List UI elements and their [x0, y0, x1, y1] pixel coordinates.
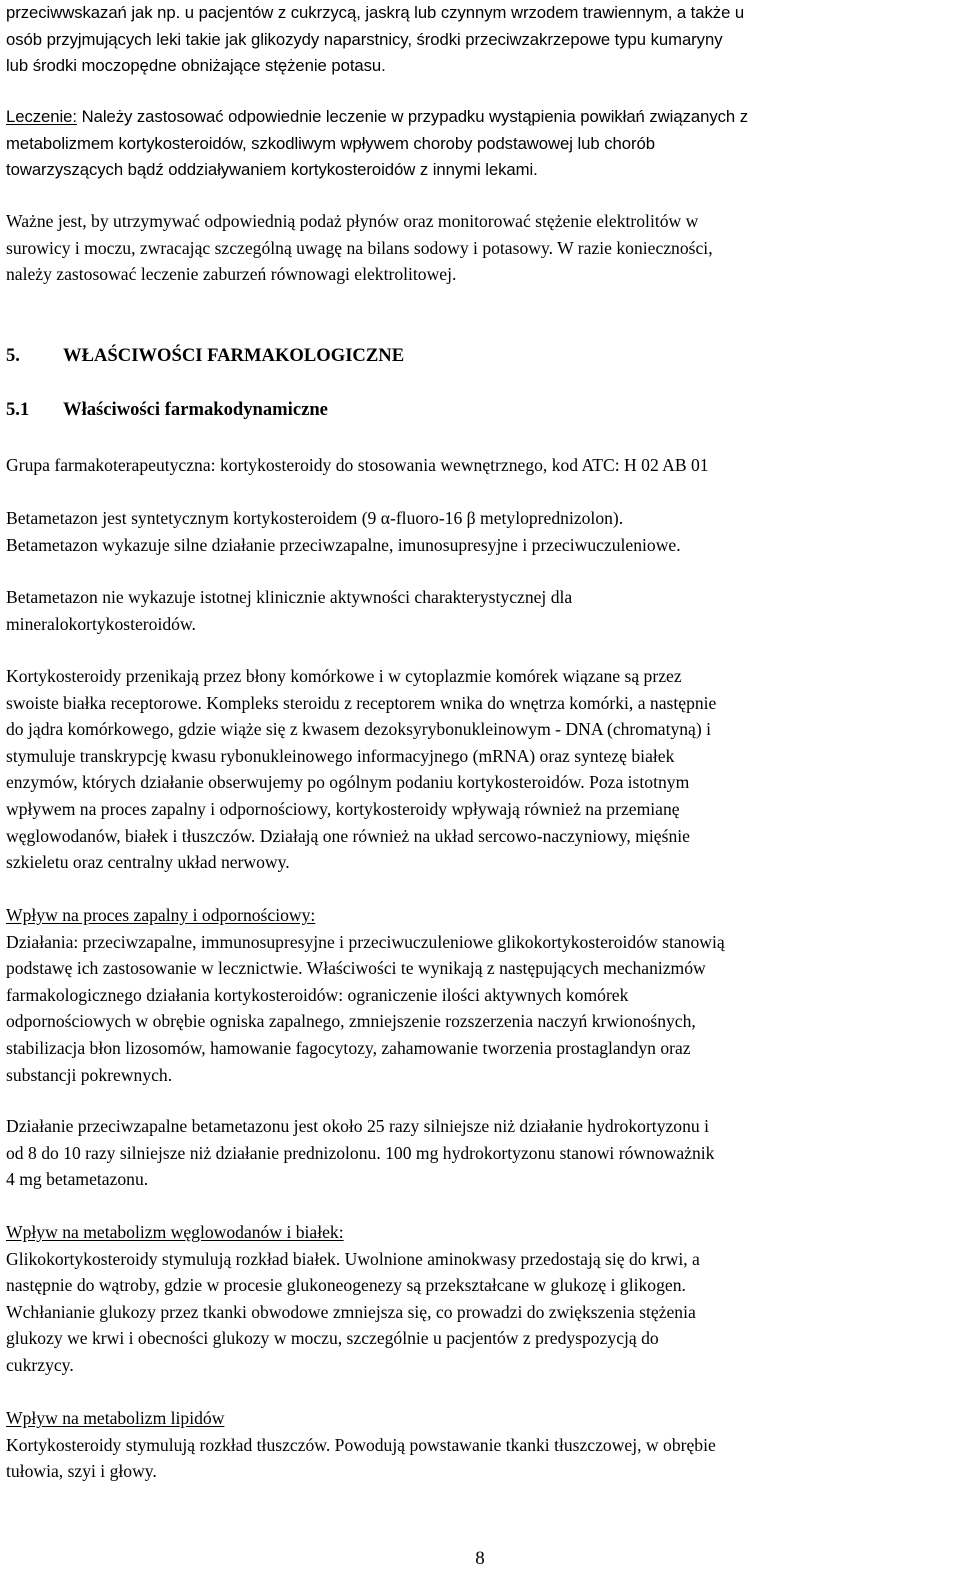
text-line: Grupa farmakoterapeutyczna: kortykosteroidy do stosowania wewnętrznego, kod ATC: H 02 AB 01: [6, 455, 709, 475]
page-number: 8: [475, 1548, 485, 1569]
text-line: szkieletu oraz centralny układ nerwowy.: [6, 852, 290, 873]
subheading: Wpływ na proces zapalny i odpornościowy:: [6, 905, 316, 925]
text-line: Kortykosteroidy stymulują rozkład tłuszczów. Powodują powstawanie tkanki tłuszczowej, w obrębie: [6, 1434, 716, 1455]
lipid-metabolism-paragraph: [6, 1405, 716, 1485]
text-line: Betametazon wykazuje silne działanie przeciwzapalne, imunosupresyjne i przeciwuczuleniowe.: [6, 534, 681, 555]
section-heading-5-1: [6, 397, 328, 424]
section-title: Właściwości farmakodynamiczne: [63, 399, 328, 420]
mechanism-paragraph: [6, 663, 716, 876]
carbohydrate-metabolism-paragraph: [6, 1219, 700, 1379]
text-line: Ważne jest, by utrzymywać odpowiednią podaż płynów oraz monitorować stężenie elektrolitów w: [6, 211, 699, 231]
text-line: osób przyjmujących leki takie jak glikozydy naparstnicy, środki przeciwzakrzepowe typu kumaryny: [6, 29, 723, 49]
text-line: Betametazon jest syntetycznym kortykosteroidem (9 α-fluoro-16 β metyloprednizolon).: [6, 508, 624, 528]
text-line: Należy zastosować odpowiednie leczenie w przypadku wystąpienia powikłań związanych z: [77, 107, 749, 126]
text-line: metabolizmem kortykosteroidów, szkodliwym wpływem choroby podstawowej lub chorób: [6, 133, 655, 153]
text-line: cukrzycy.: [6, 1354, 74, 1375]
text-line: stymuluje transkrypcję kwasu rybonukleinowego informacyjnego (mRNA) oraz syntezę białek: [6, 745, 675, 766]
text-line: należy zastosować leczenie zaburzeń równowagi elektrolitowej.: [6, 264, 457, 285]
text-line: wpływem na proces zapalny i odpornościowy, kortykosteroidy wpływają również na przemianę: [6, 798, 680, 819]
inflammation-paragraph: [6, 902, 725, 1088]
text-line: tułowia, szyi i głowy.: [6, 1461, 157, 1482]
treatment-label: Leczenie:: [6, 107, 77, 126]
text-line: Działanie przeciwzapalne betametazonu jest około 25 razy silniejsze niż działanie hydrokortyzonu i: [6, 1116, 709, 1136]
text-line: Działania: przeciwzapalne, immunosupresyjne i przeciwuczuleniowe glikokortykosteroidów stanowią: [6, 931, 725, 952]
electrolyte-paragraph: [6, 208, 713, 288]
text-line: towarzyszących bądź oddziaływaniem kortykosteroidów z innymi lekami.: [6, 160, 538, 180]
text-line: Betametazon nie wykazuje istotnej klinicznie aktywności charakterystycznej dla: [6, 587, 573, 607]
text-line: od 8 do 10 razy silniejsze niż działanie prednizolonu. 100 mg hydrokortyzonu stanowi równoważnik: [6, 1142, 715, 1163]
text-line: farmakologicznego działania kortykosteroidów: ograniczenie ilości aktywnych komórek: [6, 984, 629, 1005]
text-line: węglowodanów, białek i tłuszczów. Działają one również na układ sercowo-naczyniowy, mięśnie: [6, 825, 690, 846]
text-line: 4 mg betametazonu.: [6, 1169, 149, 1190]
text-line: glukozy we krwi i obecności glukozy w moczu, szczególnie u pacjentów z predyspozycją do: [6, 1328, 659, 1349]
text-line: Kortykosteroidy przenikają przez błony komórkowe i w cytoplazmie komórek wiązane są przez: [6, 666, 682, 686]
section-number: 5.1: [6, 399, 30, 420]
pharmacotherapeutic-group: [6, 452, 709, 479]
text-line: przeciwwskazań jak np. u pacjentów z cukrzycą, jaskrą lub czynnym wrzodem trawiennym, a także u: [6, 3, 745, 22]
subheading: Wpływ na metabolizm węglowodanów i białek:: [6, 1222, 344, 1242]
text-line: lub środki moczopędne obniżające stężenie potasu.: [6, 56, 386, 76]
text-line: surowicy i moczu, zwracając szczególną uwagę na bilans sodowy i potasowy. W razie konieczności,: [6, 237, 713, 258]
text-line: enzymów, których działanie obserwujemy po ogólnym podaniu kortykosteroidów. Poza istotnym: [6, 772, 690, 793]
text-line: mineralokortykosteroidów.: [6, 613, 196, 634]
potency-paragraph: [6, 1113, 714, 1193]
mineralocorticoid-paragraph: [6, 584, 572, 637]
text-line: Glikokortykosteroidy stymulują rozkład białek. Uwolnione aminokwasy przedostają się do krwi, a: [6, 1248, 700, 1269]
section-number: 5.: [6, 345, 20, 366]
section-title: WŁAŚCIWOŚCI FARMAKOLOGICZNE: [63, 345, 405, 366]
contraindications-paragraph: [6, 0, 744, 80]
text-line: swoiste białka receptorowe. Kompleks steroidu z receptorem wnika do wnętrza komórki, a następnie: [6, 692, 717, 713]
betamethasone-intro-paragraph: [6, 505, 681, 558]
treatment-paragraph: [6, 104, 748, 184]
subheading: Wpływ na metabolizm lipidów: [6, 1408, 225, 1428]
text-line: do jądra komórkowego, gdzie wiąże się z kwasem dezoksyrybonukleinowym - DNA (chromatyną) i: [6, 719, 712, 740]
text-line: następnie do wątroby, gdzie w procesie glukoneogenezy są przekształcane w glukozę i glikogen.: [6, 1275, 686, 1296]
section-heading-5: [6, 343, 404, 370]
text-line: substancji pokrewnych.: [6, 1064, 173, 1085]
text-line: stabilizacja błon lizosomów, hamowanie fagocytozy, zahamowanie tworzenia prostaglandyn oraz: [6, 1037, 691, 1058]
text-line: podstawę ich zastosowanie w lecznictwie. Właściwości te wynikają z następujących mechanizmów: [6, 958, 706, 979]
text-line: Wchłanianie glukozy przez tkanki obwodowe zmniejsza się, co prowadzi do zwiększenia stężenia: [6, 1301, 696, 1322]
text-line: odpornościowych w obrębie ogniska zapalnego, zmniejszenie rozszerzenia naczyń krwionośnych,: [6, 1011, 696, 1032]
